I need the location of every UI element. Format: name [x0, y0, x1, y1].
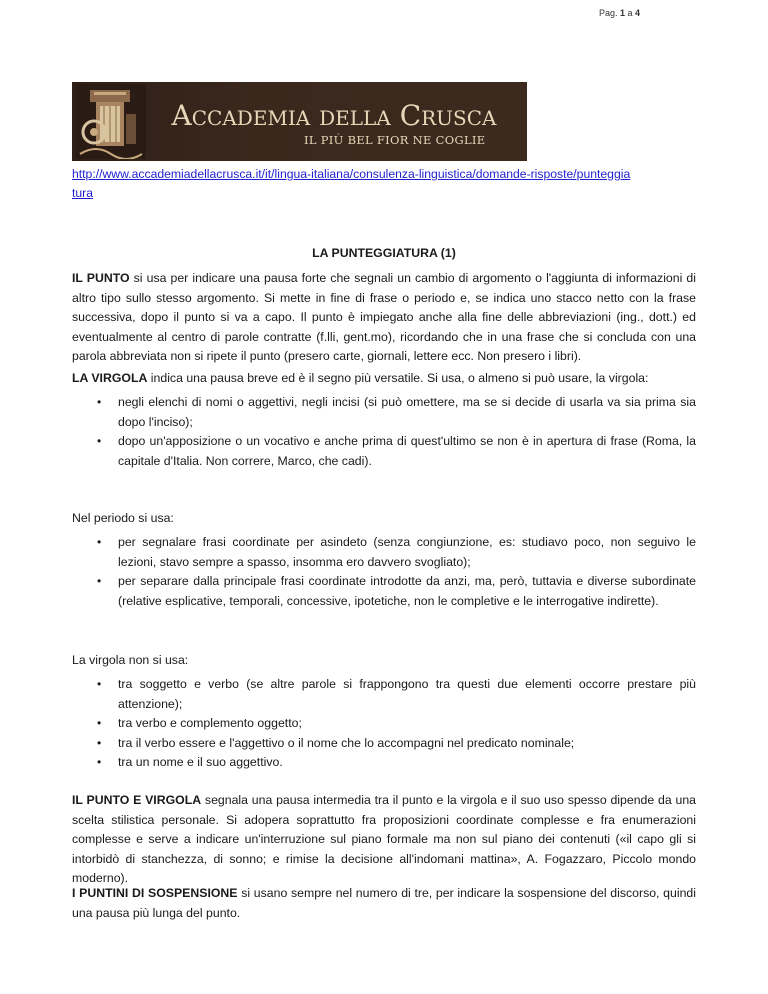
list-item: • tra il verbo essere e l'aggettivo o il nome che lo accompagni nel predicato nominale; [72, 734, 696, 754]
list-virgola [72, 393, 696, 471]
term-virgola: LA VIRGOLA [72, 371, 148, 385]
list-item: • per separare dalla principale frasi coordinate introdotte da anzi, ma, però, tuttavia e diverse subordinate (relative esplicative, temporali, concessive, ipotetiche, non le completive e le interrogative indirette). [72, 572, 696, 611]
list-item: • tra un nome e il suo aggettivo. [72, 753, 696, 773]
banner-title: Accademia della Crusca [171, 99, 497, 132]
paragraph-virgola: LA VIRGOLA indica una pausa breve ed è il segno più versatile. Si usa, o almeno si può usare, la virgola: [72, 371, 649, 385]
crusca-emblem-icon [76, 84, 146, 159]
list-non-usa [72, 675, 696, 773]
list-item: • tra soggetto e verbo (se altre parole si frappongono tra questi due elementi occorre prestare più attenzione); [72, 675, 696, 714]
banner-subtitle: IL PIÙ BEL FIOR NE COGLIE [304, 133, 486, 147]
term-punto: IL PUNTO [72, 271, 130, 285]
list-item: • per segnalare frasi coordinate per asindeto (senza congiunzione, es: studiavo poco, non seguivo le lezioni, stavo sempre a spasso, insomma ero davvero svogliato); [72, 533, 696, 572]
list-item: • tra verbo e complemento oggetto; [72, 714, 696, 734]
source-link[interactable]: http://www.accademiadellacrusca.it/it/lingua-italiana/consulenza-linguistica/domande-risposte/punteggiatura [72, 167, 631, 200]
list-item: • dopo un'apposizione o un vocativo e anche prima di quest'ultimo se non è in apertura di frase (Roma, la capitale d'Italia. Non correre, Marco, che cadi). [72, 432, 696, 471]
page-title: LA PUNTEGGIATURA (1) [312, 246, 456, 260]
paragraph-non-usa: La virgola non si usa: [72, 653, 189, 667]
paragraph-punto-virgola: IL PUNTO E VIRGOLA segnala una pausa intermedia tra il punto e la virgola e il suo uso spesso dipende da una scelta stilistica personale. Si adopera soprattutto fra proposizioni coordinate complesse e fra enumerazioni complesse e serve a indicare un'interruzione sul piano formale ma non sul piano dei contenuti («il capo gli si intorbidò di stanchezza, di sonno; e rimise la decisione all'indomani mattina», A. Fogazzaro, Piccolo mondo moderno). [72, 793, 696, 886]
paragraph-puntini: I PUNTINI DI SOSPENSIONE si usano sempre nel numero di tre, per indicare la sospensione del discorso, quindi una pausa più lunga del punto. [72, 886, 696, 920]
page-number: Pag. 1 a 4 [598, 8, 640, 18]
list-periodo [72, 533, 696, 611]
paragraph-punto: IL PUNTO si usa per indicare una pausa forte che segnali un cambio di argomento o l'aggiunta di informazioni di altro tipo sullo stesso argomento. Si mette in fine di frase o periodo e, se indica uno stacco netto con la frase successiva, dopo il punto si va a capo. Il punto è impiegato anche alla fine delle abbreviazioni (ing., dott.) ed eventualmente al centro di parole contratte (f.lli, gent.mo), ricordando che in una frase che si concluda con una parola abbreviata non si ripete il punto (presero carte, giornali, lettere ecc. Non presero i libri). [72, 271, 696, 364]
paragraph-periodo: Nel periodo si usa: [72, 511, 174, 525]
list-item: • negli elenchi di nomi o aggettivi, negli incisi (si può omettere, ma se si decide di usarla va sia prima sia dopo l'inciso); [72, 393, 696, 432]
term-punto-virgola: IL PUNTO E VIRGOLA [72, 793, 202, 807]
term-puntini: I PUNTINI DI SOSPENSIONE [72, 886, 238, 900]
accademia-banner [72, 82, 527, 161]
